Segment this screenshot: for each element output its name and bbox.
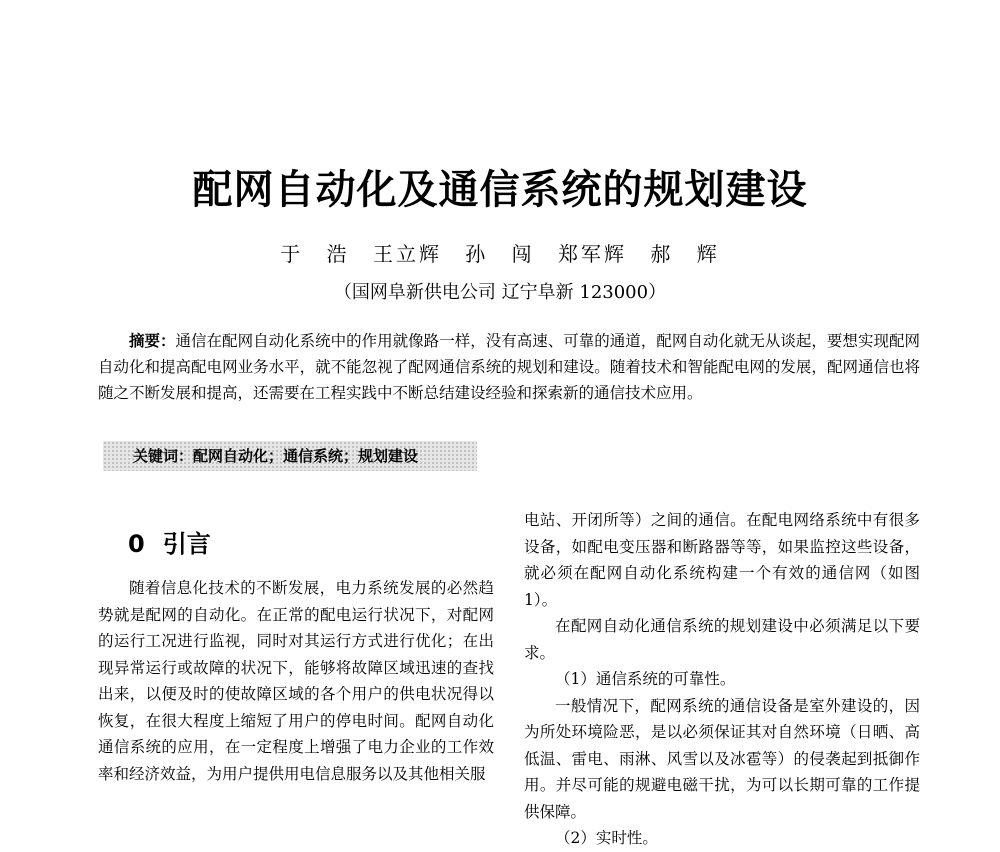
- abstract-label: 摘要：: [129, 331, 176, 350]
- abstract: [98, 328, 920, 406]
- section-title: 引言: [162, 530, 211, 558]
- paper-title: 配网自动化及通信系统的规划建设: [192, 166, 808, 213]
- paragraph: 一般情况下，配网系统的通信设备是室外建设的，因为所处环境险恶，是以必须保证其对自然环境（日晒、高低温、雷电、雨淋、风雪以及冰雹等）的侵袭起到抵御作用。并尽可能的规避电磁干扰，为可以长期可靠的工作提供保障。: [524, 696, 920, 821]
- paragraph: （2）实时性。: [555, 829, 658, 847]
- abstract-text: 通信在配网自动化系统中的作用就像路一样，没有高速、可靠的通道，配网自动化就无从谈起，要想实现配网自动化和提高配电网业务水平，就不能忽视了配网通信系统的规划和建设。随着技术和智能配电网的发展，配网通信也将随之不断发展和提高，还需要在工程实践中不断总结建设经验和探索新的通信技术应用。: [98, 332, 920, 402]
- right-column: [524, 507, 920, 852]
- author-affiliation: （国网阜新供电公司 辽宁阜新 123000）: [333, 282, 667, 303]
- section-number: 0: [128, 530, 145, 558]
- paragraph: （1）通信系统的可靠性。: [555, 670, 736, 688]
- paragraph: 在配网自动化通信系统的规划建设中必须满足以下要求。: [524, 617, 920, 662]
- paragraph: 电站、开闭所等）之间的通信。在配电网络系统中有很多设备，如配电变压器和断路器等等，如果监控这些设备，就必须在配网自动化系统构建一个有效的通信网（如图 1）。: [524, 511, 920, 609]
- paragraph: 随着信息化技术的不断发展，电力系统发展的必然趋势就是配网的自动化。在正常的配电运行状况下，对配网的运行工况进行监视，同时对其运行方式进行优化；在出现异常运行或故障的状况下，能够将故障区域迅速的查找出来，以便及时的使故障区域的各个用户的供电状况得以恢复，在很大程度上缩短了用户的停电时间。配网自动化通信系统的应用，在一定程度上增强了电力企业的工作效率和经济效益，为用户提供用电信息服务以及其他相关服: [98, 579, 494, 783]
- left-column: [98, 575, 494, 787]
- author-list: 于 浩 王立辉 孙 闯 郑军辉 郝 辉: [280, 242, 720, 266]
- keywords: 关键词：配网自动化；通信系统；规划建设: [103, 441, 477, 471]
- section-heading: [128, 524, 211, 559]
